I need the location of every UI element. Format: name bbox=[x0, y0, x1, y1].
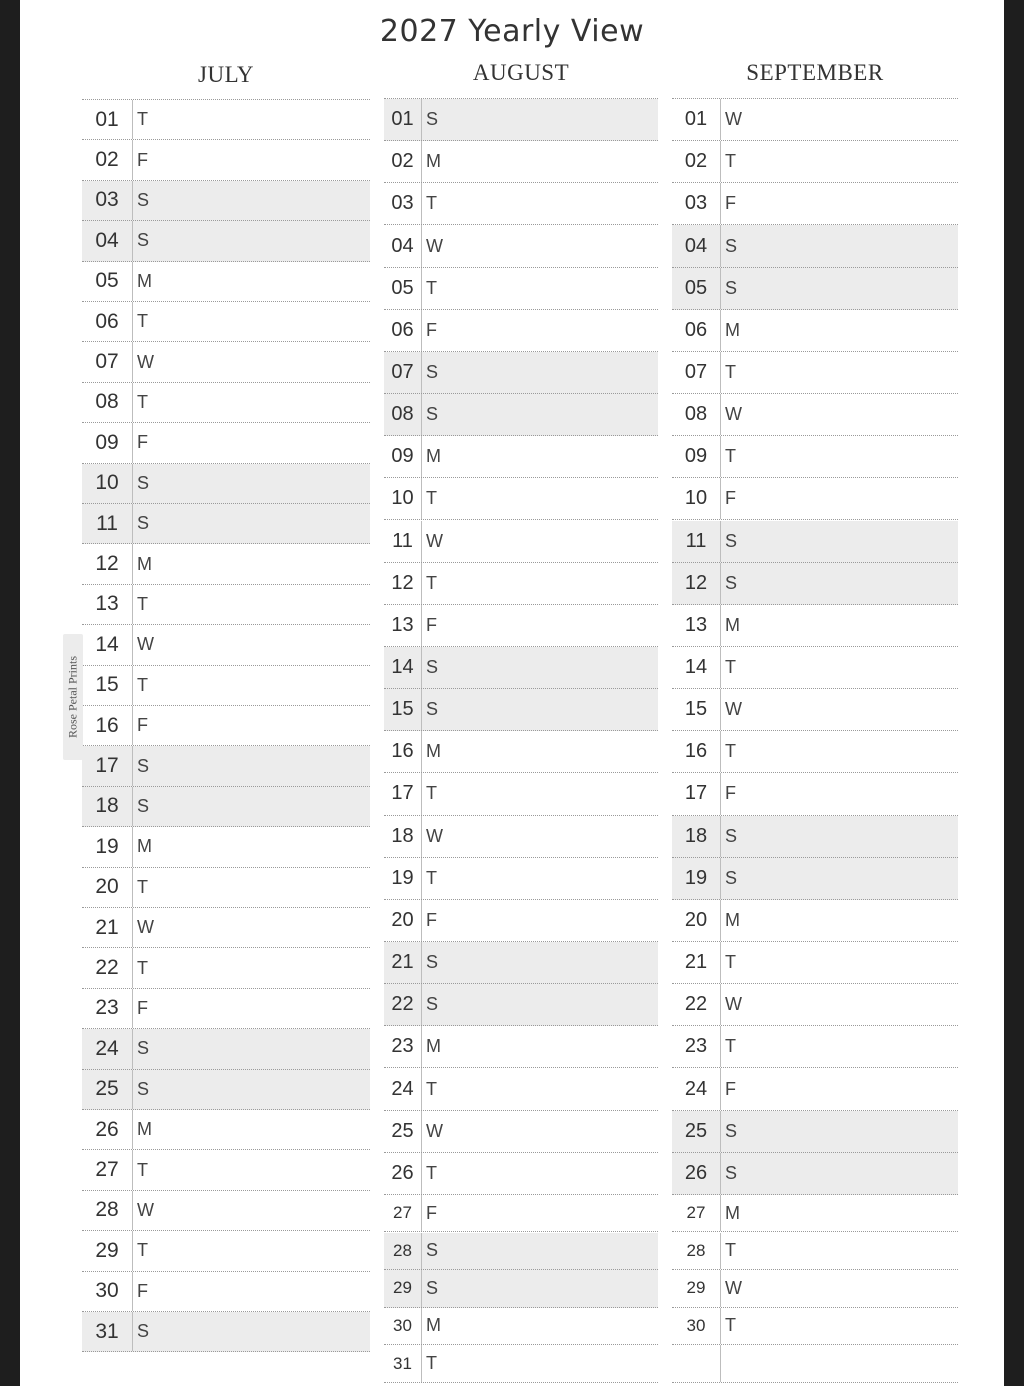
day-row bbox=[82, 423, 370, 463]
day-number: 21 bbox=[672, 942, 721, 983]
weekday-letter: T bbox=[426, 783, 437, 804]
weekday-letter: T bbox=[725, 1036, 736, 1057]
weekday-letter: S bbox=[137, 513, 150, 534]
day-row bbox=[384, 1233, 658, 1271]
day-row bbox=[672, 478, 958, 520]
weekday-letter: T bbox=[426, 193, 437, 214]
weekday-letter: W bbox=[137, 917, 154, 938]
weekday-letter: F bbox=[426, 1202, 437, 1223]
day-row bbox=[384, 1345, 658, 1383]
day-row bbox=[672, 1233, 958, 1271]
day-number: 20 bbox=[82, 868, 133, 907]
day-number: 28 bbox=[82, 1191, 133, 1230]
weekday-letter: W bbox=[426, 235, 443, 256]
day-number: 18 bbox=[672, 816, 721, 857]
day-row bbox=[82, 868, 370, 908]
day-number: 30 bbox=[384, 1308, 422, 1345]
day-number: 09 bbox=[672, 436, 721, 477]
day-number: 03 bbox=[672, 183, 721, 224]
day-number: 14 bbox=[384, 647, 422, 688]
weekday-letter: F bbox=[725, 488, 736, 509]
day-row bbox=[384, 605, 658, 647]
day-row bbox=[672, 942, 958, 984]
day-row bbox=[82, 100, 370, 140]
weekday-letter: S bbox=[725, 1162, 738, 1183]
weekday-letter: S bbox=[137, 230, 150, 251]
day-number: 20 bbox=[384, 900, 422, 941]
day-row bbox=[672, 183, 958, 225]
day-row bbox=[384, 1026, 658, 1068]
day-number: 18 bbox=[82, 787, 133, 826]
weekday-letter: T bbox=[725, 952, 736, 973]
weekday-letter: S bbox=[725, 277, 738, 298]
month-heading-august: AUGUST bbox=[472, 60, 570, 85]
day-row bbox=[672, 689, 958, 731]
day-number: 05 bbox=[82, 262, 133, 301]
weekday-letter: F bbox=[426, 909, 437, 930]
day-row bbox=[82, 1070, 370, 1110]
day-number: 28 bbox=[672, 1233, 721, 1270]
day-number: 10 bbox=[82, 464, 133, 503]
day-number: 11 bbox=[384, 521, 422, 562]
weekday-letter: T bbox=[725, 361, 736, 382]
day-number: 01 bbox=[82, 100, 133, 139]
day-number: 19 bbox=[384, 858, 422, 899]
day-row bbox=[672, 731, 958, 773]
weekday-letter: S bbox=[137, 189, 150, 210]
day-number bbox=[672, 1345, 721, 1382]
day-number: 18 bbox=[384, 816, 422, 857]
day-row bbox=[384, 900, 658, 942]
day-row bbox=[384, 773, 658, 815]
day-number: 29 bbox=[384, 1270, 422, 1307]
day-number: 05 bbox=[672, 268, 721, 309]
day-number: 20 bbox=[672, 900, 721, 941]
page-title: 2027 Yearly View bbox=[379, 14, 645, 49]
day-row bbox=[82, 989, 370, 1029]
day-number: 02 bbox=[672, 141, 721, 182]
weekday-letter: T bbox=[426, 1353, 437, 1374]
day-row bbox=[82, 342, 370, 382]
day-number: 25 bbox=[82, 1070, 133, 1109]
day-number: 30 bbox=[672, 1308, 721, 1345]
day-number: 24 bbox=[82, 1029, 133, 1068]
weekday-letter: T bbox=[137, 1159, 148, 1180]
day-row bbox=[384, 310, 658, 352]
day-number: 09 bbox=[82, 423, 133, 462]
day-number: 16 bbox=[82, 706, 133, 745]
day-number: 16 bbox=[672, 731, 721, 772]
weekday-letter: W bbox=[426, 530, 443, 551]
day-row bbox=[384, 731, 658, 773]
day-row bbox=[384, 689, 658, 731]
day-number: 21 bbox=[82, 908, 133, 947]
weekday-letter: T bbox=[725, 741, 736, 762]
day-row bbox=[672, 1270, 958, 1308]
weekday-letter: T bbox=[725, 446, 736, 467]
weekday-letter: M bbox=[137, 553, 152, 574]
day-row bbox=[82, 262, 370, 302]
day-row bbox=[384, 521, 658, 563]
weekday-letter: T bbox=[137, 876, 148, 897]
weekday-letter: F bbox=[137, 715, 148, 736]
day-number: 08 bbox=[384, 394, 422, 435]
day-row bbox=[672, 1153, 958, 1195]
weekday-letter: S bbox=[725, 235, 738, 256]
day-number: 31 bbox=[82, 1312, 133, 1351]
weekday-letter: F bbox=[725, 1078, 736, 1099]
weekday-letter: S bbox=[426, 404, 439, 425]
day-number: 29 bbox=[82, 1231, 133, 1270]
day-row bbox=[384, 563, 658, 605]
day-number: 12 bbox=[82, 544, 133, 583]
day-row bbox=[82, 544, 370, 584]
day-row bbox=[384, 1308, 658, 1346]
day-row bbox=[384, 1068, 658, 1110]
day-row bbox=[672, 1026, 958, 1068]
day-number: 13 bbox=[384, 605, 422, 646]
weekday-letter: S bbox=[426, 361, 439, 382]
day-row bbox=[384, 141, 658, 183]
day-number: 25 bbox=[672, 1111, 721, 1152]
day-number: 15 bbox=[384, 689, 422, 730]
weekday-letter: S bbox=[426, 699, 439, 720]
day-number: 28 bbox=[384, 1233, 422, 1270]
weekday-letter: M bbox=[426, 741, 441, 762]
day-number: 19 bbox=[672, 858, 721, 899]
planner-page bbox=[20, 0, 1004, 1386]
weekday-letter: T bbox=[426, 488, 437, 509]
weekday-letter: W bbox=[725, 1277, 742, 1298]
day-row bbox=[384, 436, 658, 478]
month-heading-july: JULY bbox=[198, 62, 254, 87]
day-number: 07 bbox=[672, 352, 721, 393]
day-row bbox=[82, 1312, 370, 1352]
day-number: 22 bbox=[384, 984, 422, 1025]
day-number: 29 bbox=[672, 1270, 721, 1307]
day-number: 15 bbox=[82, 666, 133, 705]
day-number: 07 bbox=[384, 352, 422, 393]
weekday-letter: S bbox=[426, 994, 439, 1015]
day-number: 03 bbox=[384, 183, 422, 224]
day-number: 01 bbox=[672, 99, 721, 140]
day-row bbox=[82, 1029, 370, 1069]
weekday-letter: M bbox=[426, 1315, 441, 1336]
weekday-letter: M bbox=[426, 446, 441, 467]
weekday-letter: M bbox=[426, 1036, 441, 1057]
weekday-letter: T bbox=[137, 1240, 148, 1261]
day-number: 27 bbox=[384, 1195, 422, 1232]
day-number: 17 bbox=[384, 773, 422, 814]
day-row bbox=[82, 1110, 370, 1150]
day-row bbox=[672, 900, 958, 942]
day-row bbox=[82, 948, 370, 988]
weekday-letter: T bbox=[137, 311, 148, 332]
day-number: 11 bbox=[82, 504, 133, 543]
day-row bbox=[672, 647, 958, 689]
weekday-letter: S bbox=[725, 825, 738, 846]
day-number: 16 bbox=[384, 731, 422, 772]
day-row bbox=[384, 816, 658, 858]
weekday-letter: T bbox=[725, 657, 736, 677]
weekday-letter: S bbox=[725, 1120, 738, 1141]
day-number: 23 bbox=[82, 989, 133, 1028]
day-number: 14 bbox=[672, 647, 721, 688]
day-row bbox=[672, 563, 958, 605]
day-row bbox=[384, 1195, 658, 1233]
day-number: 03 bbox=[82, 181, 133, 220]
day-number: 10 bbox=[384, 478, 422, 519]
day-row bbox=[672, 984, 958, 1026]
day-row bbox=[384, 1111, 658, 1153]
weekday-letter: T bbox=[725, 1240, 736, 1261]
weekday-letter: W bbox=[426, 825, 443, 846]
day-row bbox=[82, 1272, 370, 1312]
day-row bbox=[672, 436, 958, 478]
day-row bbox=[384, 858, 658, 900]
day-number: 11 bbox=[672, 521, 721, 562]
weekday-letter: M bbox=[725, 614, 740, 635]
day-row bbox=[384, 1270, 658, 1308]
day-row bbox=[672, 1308, 958, 1346]
day-row bbox=[82, 666, 370, 706]
day-row bbox=[672, 1068, 958, 1110]
day-row bbox=[82, 181, 370, 221]
day-row bbox=[82, 302, 370, 342]
weekday-letter: F bbox=[137, 149, 148, 170]
day-number: 04 bbox=[672, 225, 721, 266]
weekday-letter: M bbox=[137, 836, 152, 857]
weekday-letter: S bbox=[137, 1321, 150, 1342]
day-number: 22 bbox=[672, 984, 721, 1025]
weekday-letter: M bbox=[426, 151, 441, 172]
day-number: 12 bbox=[672, 563, 721, 604]
day-row bbox=[82, 746, 370, 786]
weekday-letter: T bbox=[137, 109, 148, 130]
day-number: 08 bbox=[82, 383, 133, 422]
day-row bbox=[384, 183, 658, 225]
day-row bbox=[672, 352, 958, 394]
weekday-letter: W bbox=[725, 994, 742, 1015]
day-row bbox=[82, 585, 370, 625]
day-number: 17 bbox=[82, 746, 133, 785]
weekday-letter: F bbox=[725, 193, 736, 214]
month-heading-september: SEPTEMBER bbox=[746, 60, 884, 85]
day-row bbox=[384, 352, 658, 394]
weekday-letter: S bbox=[725, 867, 738, 888]
day-number: 06 bbox=[384, 310, 422, 351]
weekday-letter: S bbox=[426, 657, 439, 677]
day-row bbox=[82, 504, 370, 544]
weekday-letter: S bbox=[725, 572, 738, 593]
day-number: 24 bbox=[384, 1068, 422, 1109]
day-number: 06 bbox=[672, 310, 721, 351]
weekday-letter: F bbox=[426, 614, 437, 635]
day-row bbox=[672, 310, 958, 352]
weekday-letter: T bbox=[137, 391, 148, 412]
day-row bbox=[384, 942, 658, 984]
weekday-letter: T bbox=[426, 1162, 437, 1183]
day-row bbox=[82, 787, 370, 827]
day-number: 22 bbox=[82, 948, 133, 987]
day-number: 12 bbox=[384, 563, 422, 604]
day-row bbox=[672, 225, 958, 267]
day-number: 27 bbox=[672, 1195, 721, 1232]
day-row bbox=[384, 984, 658, 1026]
weekday-letter: S bbox=[426, 1240, 439, 1261]
weekday-letter: T bbox=[426, 867, 437, 888]
weekday-letter: W bbox=[426, 1120, 443, 1141]
day-number: 21 bbox=[384, 942, 422, 983]
weekday-letter: F bbox=[426, 319, 437, 340]
day-number: 04 bbox=[384, 225, 422, 266]
weekday-letter: S bbox=[137, 755, 150, 776]
day-row bbox=[672, 1345, 958, 1383]
weekday-letter: M bbox=[137, 1119, 152, 1140]
weekday-letter: S bbox=[137, 1078, 150, 1099]
day-row bbox=[82, 827, 370, 867]
day-number: 23 bbox=[384, 1026, 422, 1067]
day-row bbox=[82, 1231, 370, 1271]
day-row bbox=[672, 858, 958, 900]
day-row bbox=[384, 99, 658, 141]
day-number: 26 bbox=[384, 1153, 422, 1194]
day-row bbox=[672, 99, 958, 141]
day-row bbox=[672, 141, 958, 183]
day-number: 15 bbox=[672, 689, 721, 730]
weekday-letter: S bbox=[137, 795, 150, 816]
weekday-letter: W bbox=[137, 634, 154, 655]
day-row bbox=[82, 221, 370, 261]
day-number: 23 bbox=[672, 1026, 721, 1067]
day-number: 02 bbox=[384, 141, 422, 182]
day-number: 07 bbox=[82, 342, 133, 381]
weekday-letter: S bbox=[725, 530, 738, 551]
day-number: 17 bbox=[672, 773, 721, 814]
day-row bbox=[384, 647, 658, 689]
day-row bbox=[672, 268, 958, 310]
weekday-letter: W bbox=[137, 1199, 154, 1220]
day-row bbox=[82, 625, 370, 665]
weekday-letter: F bbox=[725, 783, 736, 804]
day-row bbox=[82, 140, 370, 180]
day-row bbox=[384, 1153, 658, 1195]
weekday-letter: T bbox=[426, 1078, 437, 1099]
day-number: 04 bbox=[82, 221, 133, 260]
day-number: 05 bbox=[384, 268, 422, 309]
weekday-letter: T bbox=[725, 1315, 736, 1336]
weekday-letter: M bbox=[725, 1202, 740, 1223]
day-row bbox=[82, 908, 370, 948]
day-number: 08 bbox=[672, 394, 721, 435]
weekday-letter: T bbox=[725, 151, 736, 172]
weekday-letter: S bbox=[426, 952, 439, 973]
day-number: 25 bbox=[384, 1111, 422, 1152]
day-number: 24 bbox=[672, 1068, 721, 1109]
day-row bbox=[384, 225, 658, 267]
weekday-letter: S bbox=[137, 472, 150, 493]
weekday-letter: T bbox=[426, 572, 437, 593]
weekday-letter: S bbox=[426, 109, 439, 130]
weekday-letter: T bbox=[137, 593, 148, 614]
day-row bbox=[672, 605, 958, 647]
day-number: 10 bbox=[672, 478, 721, 519]
day-number: 13 bbox=[82, 585, 133, 624]
weekday-letter: S bbox=[137, 1038, 150, 1059]
day-row bbox=[672, 816, 958, 858]
day-row bbox=[672, 521, 958, 563]
day-number: 13 bbox=[672, 605, 721, 646]
day-number: 31 bbox=[384, 1345, 422, 1382]
day-number: 09 bbox=[384, 436, 422, 477]
day-number: 19 bbox=[82, 827, 133, 866]
day-number: 27 bbox=[82, 1150, 133, 1189]
weekday-letter: F bbox=[137, 997, 148, 1018]
day-number: 06 bbox=[82, 302, 133, 341]
weekday-letter: W bbox=[725, 109, 742, 130]
day-row bbox=[672, 773, 958, 815]
weekday-letter: M bbox=[137, 270, 152, 291]
weekday-letter: F bbox=[137, 432, 148, 453]
day-row bbox=[82, 1150, 370, 1190]
weekday-letter: S bbox=[426, 1277, 439, 1298]
day-row bbox=[384, 478, 658, 520]
weekday-letter: W bbox=[725, 404, 742, 425]
day-number: 26 bbox=[82, 1110, 133, 1149]
day-number: 01 bbox=[384, 99, 422, 140]
day-row bbox=[384, 268, 658, 310]
weekday-letter: T bbox=[137, 674, 148, 695]
day-row bbox=[82, 706, 370, 746]
day-row bbox=[672, 394, 958, 436]
weekday-letter: W bbox=[725, 699, 742, 720]
weekday-letter: W bbox=[137, 351, 154, 372]
weekday-letter: F bbox=[137, 1280, 148, 1301]
day-number: 02 bbox=[82, 140, 133, 179]
day-row bbox=[672, 1195, 958, 1233]
day-row bbox=[82, 383, 370, 423]
day-row bbox=[672, 1111, 958, 1153]
weekday-letter: M bbox=[725, 909, 740, 930]
day-row bbox=[384, 394, 658, 436]
day-row bbox=[82, 464, 370, 504]
day-row bbox=[82, 1191, 370, 1231]
brand-label: Rose Petal Prints bbox=[65, 655, 80, 739]
day-number: 26 bbox=[672, 1153, 721, 1194]
day-number: 14 bbox=[82, 625, 133, 664]
weekday-letter: M bbox=[725, 319, 740, 340]
day-number: 30 bbox=[82, 1272, 133, 1311]
weekday-letter: T bbox=[137, 957, 148, 978]
weekday-letter: T bbox=[426, 277, 437, 298]
